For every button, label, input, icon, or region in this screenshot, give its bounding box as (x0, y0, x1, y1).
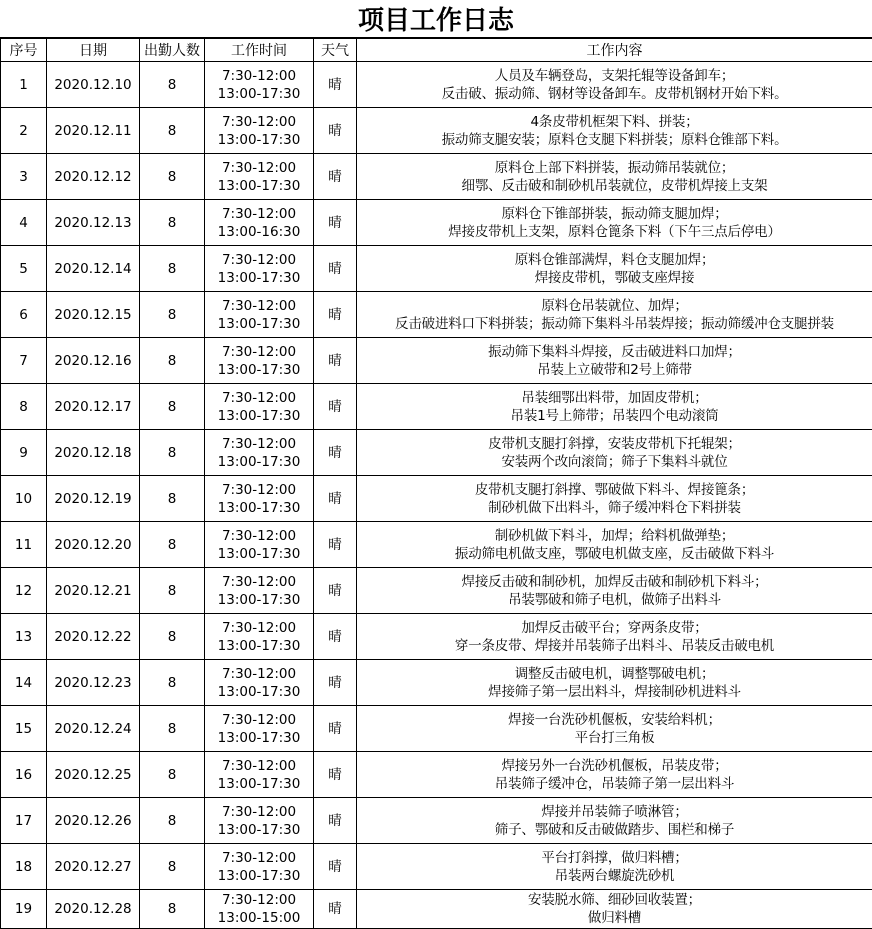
content-line-2: 筛子、鄂破和反击破做踏步、围栏和梯子 (357, 821, 872, 839)
table-row (1, 292, 872, 338)
time-morning: 7:30-12:00 (205, 711, 313, 729)
cell-weather: 晴 (314, 844, 357, 890)
cell-content (357, 62, 872, 108)
time-afternoon: 13:00-17:30 (205, 499, 313, 517)
cell-time (205, 154, 314, 200)
cell-workers: 8 (140, 844, 205, 890)
cell-time (205, 890, 314, 929)
time-morning: 7:30-12:00 (205, 573, 313, 591)
table-row (1, 200, 872, 246)
content-line-2: 吊装1号上筛带；吊装四个电动滚筒 (357, 407, 872, 425)
cell-weather: 晴 (314, 246, 357, 292)
header-date: 日期 (47, 39, 140, 62)
cell-workers: 8 (140, 154, 205, 200)
cell-no: 9 (1, 430, 47, 476)
cell-time (205, 844, 314, 890)
cell-workers: 8 (140, 108, 205, 154)
cell-weather: 晴 (314, 706, 357, 752)
cell-no: 2 (1, 108, 47, 154)
cell-no: 8 (1, 384, 47, 430)
cell-time (205, 62, 314, 108)
time-morning: 7:30-12:00 (205, 251, 313, 269)
time-afternoon: 13:00-15:00 (205, 909, 313, 927)
cell-workers: 8 (140, 430, 205, 476)
time-morning: 7:30-12:00 (205, 803, 313, 821)
cell-no: 5 (1, 246, 47, 292)
cell-date: 2020.12.16 (47, 338, 140, 384)
table-row (1, 752, 872, 798)
cell-time (205, 568, 314, 614)
cell-date: 2020.12.27 (47, 844, 140, 890)
cell-date: 2020.12.19 (47, 476, 140, 522)
cell-date: 2020.12.22 (47, 614, 140, 660)
table-row (1, 246, 872, 292)
cell-weather: 晴 (314, 200, 357, 246)
cell-date: 2020.12.28 (47, 890, 140, 929)
cell-weather: 晴 (314, 430, 357, 476)
cell-workers: 8 (140, 338, 205, 384)
cell-weather: 晴 (314, 568, 357, 614)
content-line-2: 吊装筛子缓冲仓，吊装筛子第一层出料斗 (357, 775, 872, 793)
cell-no: 12 (1, 568, 47, 614)
cell-time (205, 706, 314, 752)
time-afternoon: 13:00-17:30 (205, 453, 313, 471)
content-line-1: 焊接一台洗砂机偃板，安装给料机； (357, 711, 872, 729)
cell-weather: 晴 (314, 292, 357, 338)
cell-time (205, 338, 314, 384)
cell-weather: 晴 (314, 62, 357, 108)
cell-workers: 8 (140, 246, 205, 292)
cell-content (357, 292, 872, 338)
cell-weather: 晴 (314, 798, 357, 844)
cell-date: 2020.12.12 (47, 154, 140, 200)
content-line-1: 原料仓吊装就位、加焊； (357, 297, 872, 315)
table-row (1, 62, 872, 108)
cell-date: 2020.12.26 (47, 798, 140, 844)
cell-workers: 8 (140, 62, 205, 108)
time-afternoon: 13:00-17:30 (205, 269, 313, 287)
time-afternoon: 13:00-17:30 (205, 545, 313, 563)
table-row (1, 798, 872, 844)
content-line-1: 加焊反击破平台；穿两条皮带； (357, 619, 872, 637)
content-line-1: 皮带机支腿打斜撑，安装皮带机下托辊架； (357, 435, 872, 453)
time-afternoon: 13:00-17:30 (205, 85, 313, 103)
table-row (1, 108, 872, 154)
cell-date: 2020.12.24 (47, 706, 140, 752)
cell-content (357, 568, 872, 614)
header-workers: 出勤人数 (140, 39, 205, 62)
content-line-1: 焊接并吊装筛子喷淋管； (357, 803, 872, 821)
cell-no: 13 (1, 614, 47, 660)
cell-no: 16 (1, 752, 47, 798)
cell-date: 2020.12.17 (47, 384, 140, 430)
time-morning: 7:30-12:00 (205, 205, 313, 223)
cell-no: 7 (1, 338, 47, 384)
content-line-1: 焊接另外一台洗砂机偃板，吊装皮带； (357, 757, 872, 775)
cell-time (205, 798, 314, 844)
time-morning: 7:30-12:00 (205, 159, 313, 177)
content-line-2: 吊装上立破带和2号上筛带 (357, 361, 872, 379)
cell-no: 19 (1, 890, 47, 929)
content-line-1: 振动筛下集料斗焊接，反击破进料口加焊； (357, 343, 872, 361)
content-line-1: 安装脱水筛、细砂回收装置； (357, 891, 872, 909)
cell-content (357, 338, 872, 384)
content-line-2: 穿一条皮带、焊接并吊装筛子出料斗、吊装反击破电机 (357, 637, 872, 655)
cell-no: 17 (1, 798, 47, 844)
content-line-2: 反击破、振动筛、钢材等设备卸车。皮带机钢材开始下料。 (357, 85, 872, 103)
cell-weather: 晴 (314, 384, 357, 430)
time-morning: 7:30-12:00 (205, 891, 313, 909)
cell-time (205, 200, 314, 246)
cell-workers: 8 (140, 292, 205, 338)
content-line-2: 做归料槽 (357, 909, 872, 927)
time-morning: 7:30-12:00 (205, 665, 313, 683)
cell-no: 4 (1, 200, 47, 246)
cell-content (357, 890, 872, 929)
table-body (1, 62, 872, 929)
cell-content (357, 844, 872, 890)
time-morning: 7:30-12:00 (205, 527, 313, 545)
content-line-1: 原料仓上部下料拼装，振动筛吊装就位； (357, 159, 872, 177)
time-afternoon: 13:00-17:30 (205, 775, 313, 793)
table-row (1, 522, 872, 568)
cell-date: 2020.12.13 (47, 200, 140, 246)
table-row (1, 476, 872, 522)
content-line-2: 安装两个改向滚筒；筛子下集料斗就位 (357, 453, 872, 471)
time-afternoon: 13:00-17:30 (205, 315, 313, 333)
time-afternoon: 13:00-17:30 (205, 637, 313, 655)
cell-content (357, 154, 872, 200)
cell-no: 10 (1, 476, 47, 522)
time-morning: 7:30-12:00 (205, 389, 313, 407)
cell-time (205, 292, 314, 338)
cell-content (357, 614, 872, 660)
time-morning: 7:30-12:00 (205, 619, 313, 637)
cell-content (357, 476, 872, 522)
cell-content (357, 752, 872, 798)
cell-no: 3 (1, 154, 47, 200)
cell-no: 6 (1, 292, 47, 338)
time-morning: 7:30-12:00 (205, 67, 313, 85)
cell-date: 2020.12.20 (47, 522, 140, 568)
header-no: 序号 (1, 39, 47, 62)
cell-time (205, 384, 314, 430)
content-line-2: 振动筛支腿安装；原料仓支腿下料拼装；原料仓锥部下料。 (357, 131, 872, 149)
content-line-2: 焊接皮带机，鄂破支座焊接 (357, 269, 872, 287)
cell-workers: 8 (140, 660, 205, 706)
cell-date: 2020.12.18 (47, 430, 140, 476)
content-line-1: 4条皮带机框架下料、拼装； (357, 113, 872, 131)
cell-date: 2020.12.15 (47, 292, 140, 338)
content-line-1: 平台打斜撑，做归料槽； (357, 849, 872, 867)
table-row (1, 890, 872, 929)
content-line-2: 焊接皮带机上支架，原料仓篦条下料（下午三点后停电） (357, 223, 872, 241)
cell-workers: 8 (140, 568, 205, 614)
content-line-2: 平台打三角板 (357, 729, 872, 747)
content-line-1: 调整反击破电机，调整鄂破电机； (357, 665, 872, 683)
header-weather: 天气 (314, 39, 357, 62)
cell-content (357, 660, 872, 706)
time-afternoon: 13:00-17:30 (205, 177, 313, 195)
time-morning: 7:30-12:00 (205, 343, 313, 361)
content-line-1: 原料仓下锥部拼装，振动筛支腿加焊； (357, 205, 872, 223)
content-line-1: 皮带机支腿打斜撑、鄂破做下料斗、焊接篦条； (357, 481, 872, 499)
cell-weather: 晴 (314, 522, 357, 568)
content-line-2: 振动筛电机做支座，鄂破电机做支座，反击破做下料斗 (357, 545, 872, 563)
table-row (1, 338, 872, 384)
work-log-table (0, 38, 872, 929)
table-row (1, 844, 872, 890)
time-afternoon: 13:00-16:30 (205, 223, 313, 241)
table-row (1, 614, 872, 660)
time-afternoon: 13:00-17:30 (205, 683, 313, 701)
cell-time (205, 752, 314, 798)
time-afternoon: 13:00-17:30 (205, 591, 313, 609)
cell-weather: 晴 (314, 154, 357, 200)
cell-date: 2020.12.10 (47, 62, 140, 108)
table-row (1, 154, 872, 200)
cell-content (357, 384, 872, 430)
cell-content (357, 108, 872, 154)
cell-time (205, 430, 314, 476)
time-afternoon: 13:00-17:30 (205, 131, 313, 149)
cell-workers: 8 (140, 706, 205, 752)
cell-date: 2020.12.21 (47, 568, 140, 614)
content-line-1: 制砂机做下料斗，加焊；给料机做弹垫； (357, 527, 872, 545)
time-afternoon: 13:00-17:30 (205, 867, 313, 885)
content-line-1: 原料仓锥部满焊，料仓支腿加焊； (357, 251, 872, 269)
content-line-2: 吊装鄂破和筛子电机，做筛子出料斗 (357, 591, 872, 609)
content-line-1: 吊装细鄂出料带，加固皮带机； (357, 389, 872, 407)
cell-content (357, 522, 872, 568)
cell-content (357, 246, 872, 292)
cell-date: 2020.12.11 (47, 108, 140, 154)
cell-no: 18 (1, 844, 47, 890)
content-line-2: 反击破进料口下料拼装；振动筛下集料斗吊装焊接；振动筛缓冲仓支腿拼装 (357, 315, 872, 333)
cell-workers: 8 (140, 476, 205, 522)
table-row (1, 706, 872, 752)
cell-no: 15 (1, 706, 47, 752)
time-morning: 7:30-12:00 (205, 297, 313, 315)
cell-no: 1 (1, 62, 47, 108)
cell-workers: 8 (140, 798, 205, 844)
cell-date: 2020.12.25 (47, 752, 140, 798)
time-morning: 7:30-12:00 (205, 481, 313, 499)
time-afternoon: 13:00-17:30 (205, 821, 313, 839)
time-morning: 7:30-12:00 (205, 757, 313, 775)
content-line-1: 人员及车辆登岛，支架托辊等设备卸车； (357, 67, 872, 85)
time-morning: 7:30-12:00 (205, 113, 313, 131)
content-line-2: 细鄂、反击破和制砂机吊装就位，皮带机焊接上支架 (357, 177, 872, 195)
header-content: 工作内容 (357, 39, 872, 62)
time-afternoon: 13:00-17:30 (205, 407, 313, 425)
cell-content (357, 430, 872, 476)
cell-time (205, 246, 314, 292)
cell-no: 14 (1, 660, 47, 706)
cell-workers: 8 (140, 200, 205, 246)
cell-workers: 8 (140, 614, 205, 660)
cell-date: 2020.12.14 (47, 246, 140, 292)
cell-weather: 晴 (314, 890, 357, 929)
cell-time (205, 660, 314, 706)
cell-weather: 晴 (314, 614, 357, 660)
cell-workers: 8 (140, 752, 205, 798)
content-line-1: 焊接反击破和制砂机，加焊反击破和制砂机下料斗； (357, 573, 872, 591)
cell-date: 2020.12.23 (47, 660, 140, 706)
time-afternoon: 13:00-17:30 (205, 361, 313, 379)
content-line-2: 吊装两台螺旋洗砂机 (357, 867, 872, 885)
cell-time (205, 614, 314, 660)
content-line-2: 焊接筛子第一层出料斗，焊接制砂机进料斗 (357, 683, 872, 701)
cell-time (205, 476, 314, 522)
table-row (1, 660, 872, 706)
cell-workers: 8 (140, 384, 205, 430)
content-line-2: 制砂机做下出料斗，筛子缓冲料仓下料拼装 (357, 499, 872, 517)
table-row (1, 384, 872, 430)
cell-workers: 8 (140, 522, 205, 568)
cell-time (205, 522, 314, 568)
cell-time (205, 108, 314, 154)
cell-weather: 晴 (314, 660, 357, 706)
time-morning: 7:30-12:00 (205, 435, 313, 453)
page-title: 项目工作日志 (0, 0, 872, 38)
cell-weather: 晴 (314, 338, 357, 384)
cell-weather: 晴 (314, 108, 357, 154)
cell-weather: 晴 (314, 752, 357, 798)
cell-content (357, 706, 872, 752)
cell-content (357, 200, 872, 246)
time-morning: 7:30-12:00 (205, 849, 313, 867)
table-row (1, 430, 872, 476)
cell-content (357, 798, 872, 844)
header-row (1, 39, 872, 62)
cell-workers: 8 (140, 890, 205, 929)
table-row (1, 568, 872, 614)
cell-weather: 晴 (314, 476, 357, 522)
header-time: 工作时间 (205, 39, 314, 62)
cell-no: 11 (1, 522, 47, 568)
time-afternoon: 13:00-17:30 (205, 729, 313, 747)
